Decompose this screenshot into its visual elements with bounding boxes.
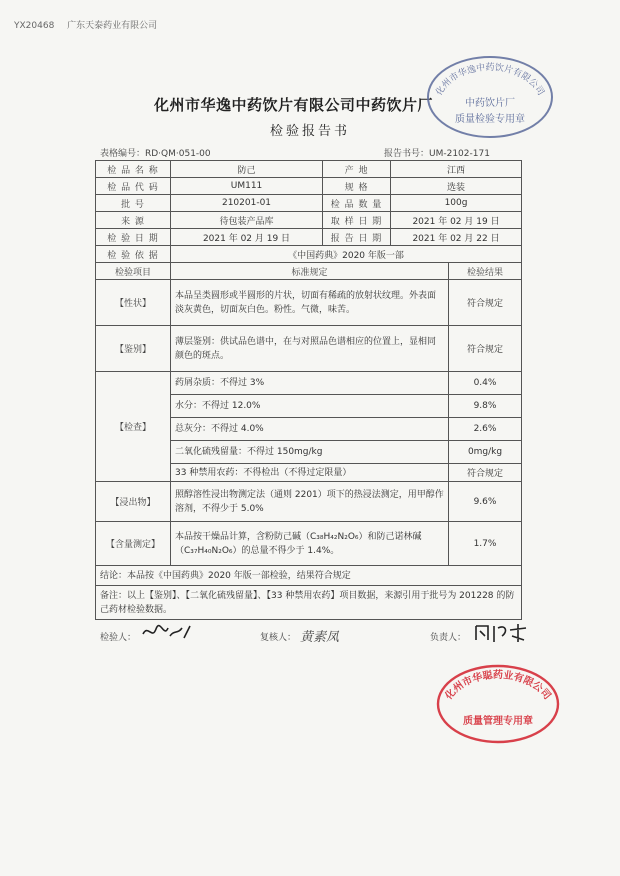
report-title: 化州市华逸中药饮片有限公司中药饮片厂 xyxy=(154,96,434,114)
basis-row xyxy=(96,246,522,263)
check-result: 9.8% xyxy=(449,395,522,418)
info-label: 批 号 xyxy=(96,195,171,212)
item-standard: 薄层鉴别：供试品色谱中，在与对照品色谱相应的位置上，显相同颜色的斑点。 xyxy=(171,326,449,372)
column-header-result: 检验结果 xyxy=(449,263,522,280)
check-result: 2.6% xyxy=(449,418,522,441)
conclusion-row xyxy=(96,566,522,586)
manager-signature xyxy=(472,620,532,646)
info-label: 产 地 xyxy=(323,161,391,178)
check-standard: 二氧化硫残留量：不得过 150mg/kg xyxy=(171,441,449,464)
info-label: 检 品 数 量 xyxy=(323,195,391,212)
check-standard: 药屑杂质：不得过 3% xyxy=(171,372,449,395)
info-row xyxy=(96,229,522,246)
info-label: 取 样 日 期 xyxy=(323,212,391,229)
info-value: 2021 年 02 月 19 日 xyxy=(391,212,522,229)
top-note xyxy=(14,18,167,31)
svg-text:质量检验专用章: 质量检验专用章 xyxy=(455,114,525,125)
info-value: 100g xyxy=(391,195,522,212)
remark: 备注：以上【鉴别】、【二氧化硫残留量】、【33 种禁用农药】项目数据，来源引用于批号为 201228 的防己药材检验数据。 xyxy=(96,586,522,620)
check-result: 0.4% xyxy=(449,372,522,395)
form-number: 表格编号：RD·QM·051-00 xyxy=(100,149,211,159)
item-result: 符合规定 xyxy=(449,280,522,326)
info-row xyxy=(96,161,522,178)
item-row-jianbie xyxy=(96,326,522,372)
info-value: 210201-01 xyxy=(171,195,323,212)
svg-text:中药饮片厂: 中药饮片厂 xyxy=(465,98,515,109)
conclusion: 结论：本品按《中国药典》2020 年版一部检验，结果符合规定 xyxy=(96,566,522,586)
item-name: 【性状】 xyxy=(96,280,171,326)
item-name: 【鉴别】 xyxy=(96,326,171,372)
column-header-standard: 标准规定 xyxy=(171,263,449,280)
item-standard: 本品按干燥品计算，含粉防己碱（C₃₈H₄₂N₂O₆）和防己诺林碱（C₃₇H₄₀N₂O₆）的总量不得少于 1.4%。 xyxy=(171,522,449,566)
check-result: 符合规定 xyxy=(449,464,522,482)
quality-management-stamp xyxy=(432,662,564,746)
item-row-xingzhuang xyxy=(96,280,522,326)
remark-row xyxy=(96,586,522,620)
svg-text:化州市华逸中药饮片有限公司: 化州市华逸中药饮片有限公司 xyxy=(434,63,546,98)
item-name: 【浸出物】 xyxy=(96,482,171,522)
info-label: 报 告 日 期 xyxy=(323,229,391,246)
report-number: 报告书号：UM-2102-171 xyxy=(384,149,490,159)
info-value: 选装 xyxy=(391,178,522,195)
item-result: 符合规定 xyxy=(449,326,522,372)
reviewer-label: 复核人： xyxy=(260,633,297,643)
info-label: 规 格 xyxy=(323,178,391,195)
check-standard: 总灰分：不得过 4.0% xyxy=(171,418,449,441)
basis-label: 检 验 依 据 xyxy=(96,246,171,263)
quality-inspection-stamp xyxy=(420,52,560,142)
manager-label: 负责人： xyxy=(430,633,467,643)
info-value: UM111 xyxy=(171,178,323,195)
report-subtitle: 检验报告书 xyxy=(269,124,350,139)
check-standard: 33 种禁用农药：不得检出（不得过定限量） xyxy=(171,464,449,482)
column-header-item: 检验项目 xyxy=(96,263,171,280)
svg-text:化州市华聪药业有限公司: 化州市华聪药业有限公司 xyxy=(443,670,553,702)
info-row xyxy=(96,195,522,212)
check-result: 0mg/kg xyxy=(449,441,522,464)
info-label: 检 品 代 码 xyxy=(96,178,171,195)
item-row-jiancha xyxy=(96,372,522,395)
info-label: 来 源 xyxy=(96,212,171,229)
info-value: 江西 xyxy=(391,161,522,178)
svg-text:质量管理专用章: 质量管理专用章 xyxy=(463,716,533,727)
item-result: 1.7% xyxy=(449,522,522,566)
item-standard: 照醇溶性浸出物测定法（通则 2201）项下的热浸法测定，用甲醇作溶剂，不得少于 5.0% xyxy=(171,482,449,522)
item-name: 【含量测定】 xyxy=(96,522,171,566)
item-standard: 本品呈类圆形或半圆形的片状，切面有稀疏的放射状纹理。外表面淡灰黄色，切面灰白色。粉性。气微，味苦。 xyxy=(171,280,449,326)
info-row xyxy=(96,178,522,195)
info-label: 检 品 名 称 xyxy=(96,161,171,178)
item-result: 9.6% xyxy=(449,482,522,522)
issuer-company: 广东天泰药业有限公司 xyxy=(67,21,158,31)
check-standard: 水分：不得过 12.0% xyxy=(171,395,449,418)
item-name: 【检查】 xyxy=(96,372,171,482)
column-header-row xyxy=(96,263,522,280)
item-row-hanliang xyxy=(96,522,522,566)
info-value: 待包装产品库 xyxy=(171,212,323,229)
item-row-jinchuwu xyxy=(96,482,522,522)
info-row xyxy=(96,212,522,229)
inspector-signature xyxy=(140,620,192,644)
inspector-label: 检验人： xyxy=(100,633,137,643)
info-value: 2021 年 02 月 22 日 xyxy=(391,229,522,246)
info-value: 防己 xyxy=(171,161,323,178)
info-value: 2021 年 02 月 19 日 xyxy=(171,229,323,246)
reviewer-signature: 黄素凤 xyxy=(300,630,340,645)
document-code: YX20468 xyxy=(14,21,55,31)
basis-value: 《中国药典》2020 年版一部 xyxy=(171,246,522,263)
info-label: 检 验 日 期 xyxy=(96,229,171,246)
inspection-table xyxy=(95,160,522,620)
